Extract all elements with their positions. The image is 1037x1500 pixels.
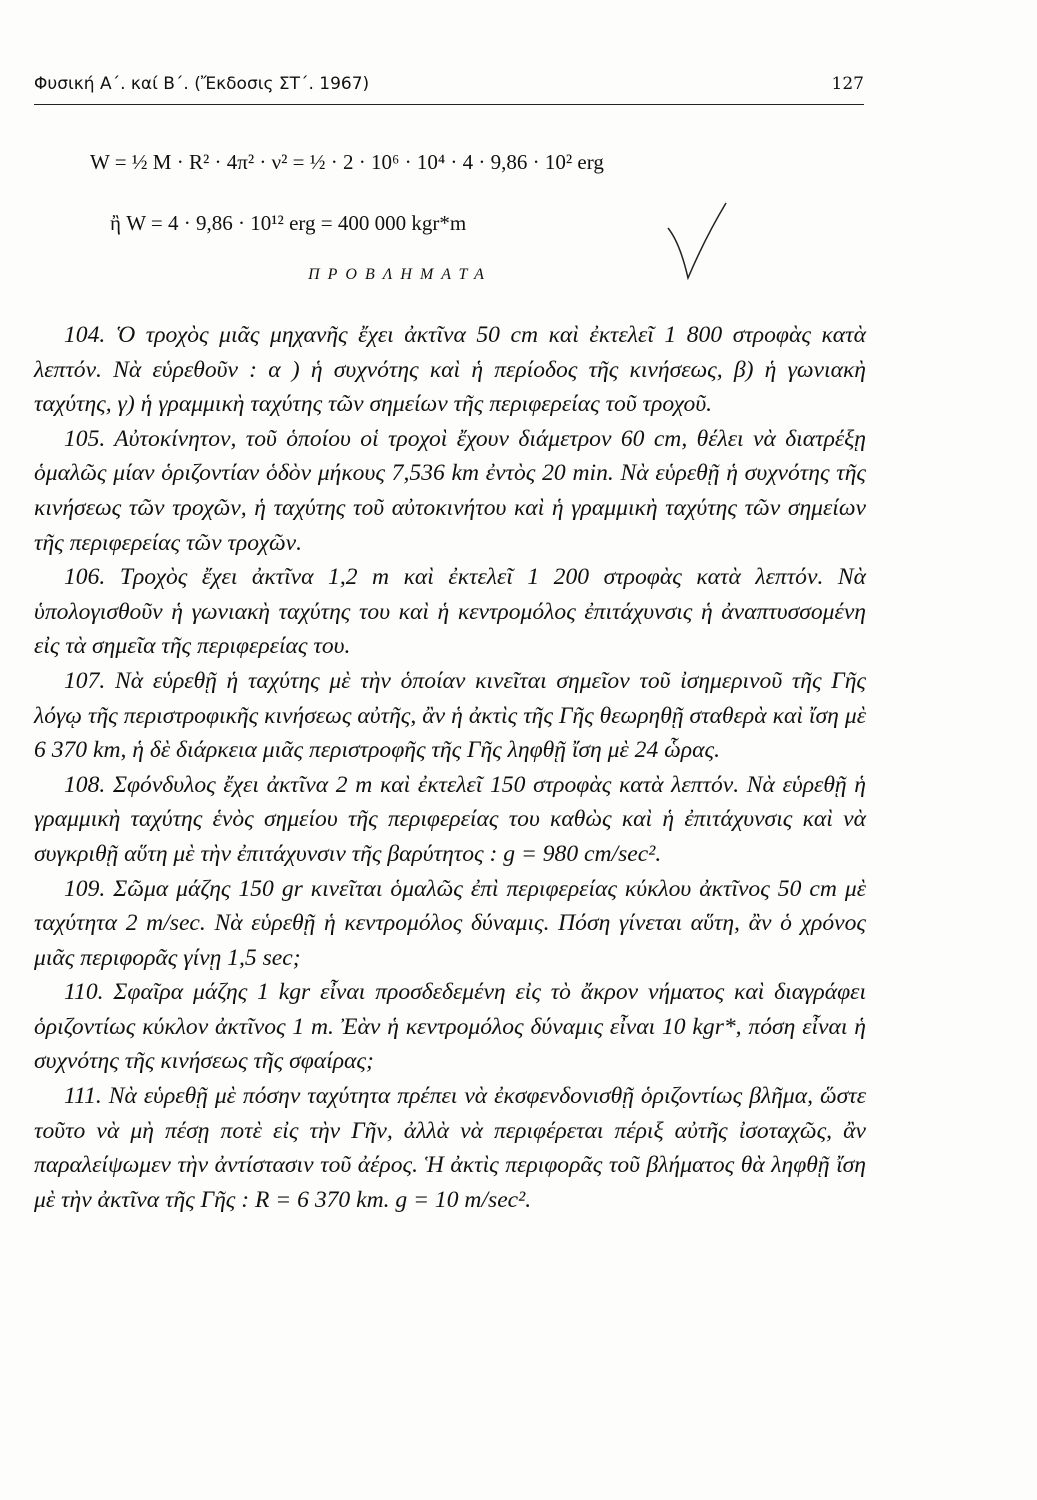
section-heading: ΠΡΟΒΛΗΜΑΤΑ: [308, 266, 492, 283]
problem-text: Νὰ εὑρεθῇ ἡ ταχύτης μὲ τὴν ὁποίαν κινεῖται σημεῖον τοῦ ἰσημερινοῦ τῆς Γῆς λόγῳ τῆς περιστροφικῆς κινήσεως αὐτῆς, ἂν ἡ ἀκτὶς τῆς Γῆς θεωρηθῇ σταθερὰ καὶ ἴση μὲ 6 370 km, ἡ δὲ διάρκεια μιᾶς περιστροφῆς τῆς Γῆς ληφθῇ ἴση μὲ 24 ὧρας.: [34, 667, 866, 764]
problem-list: [34, 318, 866, 1217]
problem-number: 107.: [64, 667, 106, 694]
problem-number: 108.: [64, 771, 106, 798]
problem-110: [34, 975, 866, 1079]
problem-text: Σφόνδυλος ἔχει ἀκτῖνα 2 m καὶ ἐκτελεῖ 150 στροφὰς κατὰ λεπτόν. Νὰ εὑρεθῇ ἡ γραμμικὴ ταχύτης ἑνὸς σημείου τῆς περιφερείας του καθὼς καὶ ἡ ἐπιτάχυνσις καὶ νὰ συγκριθῇ αὕτη μὲ τὴν ἐπιτάχυνσιν τῆς βαρύτητος : g = 980 cm/sec².: [34, 771, 866, 867]
header-rule: [34, 104, 864, 105]
problem-number: 104.: [64, 322, 106, 348]
problem-number: 105.: [64, 425, 106, 452]
problem-text: Τροχὸς ἔχει ἀκτῖνα 1,2 m καὶ ἐκτελεῖ 1 200 στροφὰς κατὰ λεπτόν. Νὰ ὑπολογισθοῦν ἡ γωνιακὴ ταχύτης του καὶ ἡ κεντρομόλος ἐπιτάχυνσις ἡ ἀναπτυσσομένη εἰς τὰ σημεῖα τῆς περιφερείας του.: [34, 564, 866, 660]
problem-text: Νὰ εὑρεθῇ μὲ πόσην ταχύτητα πρέπει νὰ ἐκσφενδονισθῇ ὁριζοντίως βλῆμα, ὥστε τοῦτο νὰ μὴ πέσῃ ποτὲ εἰς τὴν Γῆν, ἀλλὰ νὰ περιφέρεται πέριξ αὐτῆς ἰσοταχῶς, ἂν παραλείψωμεν τὴν ἀντίστασιν τοῦ ἀέρος. Ἡ ἀκτὶς περιφορᾶς τοῦ βλήματος θὰ ληφθῇ ἴση μὲ τὴν ἀκτῖνα τῆς Γῆς : R = 6 370 km. g = 10 m/sec².: [34, 1083, 866, 1213]
problem-number: 106.: [64, 564, 106, 591]
problem-106: [34, 560, 866, 664]
problem-107: [34, 664, 866, 768]
equation-line-1: W = ½ M · R² · 4π² · ν² = ½ · 2 · 10⁶ · 10⁴ · 4 · 9,86 · 10² erg: [90, 150, 604, 174]
problem-108: [34, 768, 866, 872]
problem-111: [34, 1079, 866, 1217]
problem-text: Ὁ τροχὸς μιᾶς μηχανῆς ἔχει ἀκτῖνα 50 cm καὶ ἐκτελεῖ 1 800 στροφὰς κατὰ λεπτόν. Νὰ εὑρεθοῦν : α ) ἡ συχνότης καὶ ἡ περίοδος τῆς κινήσεως, β) ἡ γωνιακὴ ταχύτης, γ) ἡ γραμμικὴ ταχύτης τῶν σημείων τῆς περιφερείας τοῦ τροχοῦ.: [34, 322, 866, 418]
running-title: Φυσική Α΄. καί Β΄. (Ἔκδοσις ΣΤ΄. 1967): [34, 74, 370, 94]
problem-number: 111.: [64, 1083, 102, 1110]
problem-text: Σφαῖρα μάζης 1 kgr εἶναι προσδεδεμένη εἰς τὸ ἄκρον νήματος καὶ διαγράφει ὁριζοντίως κύκλον ἀκτῖνος 1 m. Ἐὰν ἡ κεντρομόλος δύναμις εἶναι 10 kgr*, πόση εἶναι ἡ συχνότης τῆς κινήσεως τῆς σφαίρας;: [34, 979, 866, 1075]
problem-105: [34, 422, 866, 560]
problem-number: 110.: [64, 979, 104, 1006]
problem-109: [34, 872, 866, 976]
problem-text: Αὐτοκίνητον, τοῦ ὁποίου οἱ τροχοὶ ἔχουν διάμετρον 60 cm, θέλει νὰ διατρέξῃ ὁμαλῶς μίαν ὁριζοντίαν ὁδὸν μήκους 7,536 km ἐντὸς 20 min. Νὰ εὑρεθῇ ἡ συχνότης τῆς κινήσεως τῶν τροχῶν, ἡ ταχύτης τοῦ αὐτοκινήτου καὶ ἡ γραμμικὴ ταχύτης τῶν σημείων τῆς περιφερείας τῶν τροχῶν.: [34, 425, 866, 556]
page-number: 127: [831, 74, 864, 94]
problem-number: 109.: [64, 875, 106, 902]
problem-104: [34, 318, 866, 422]
problem-text: Σῶμα μάζης 150 gr κινεῖται ὁμαλῶς ἐπὶ περιφερείας κύκλου ἀκτῖνος 50 cm μὲ ταχύτητα 2 m/sec. Νὰ εὑρεθῇ ἡ κεντρομόλος δύναμις. Πόση γίνεται αὕτη, ἂν ὁ χρόνος μιᾶς περιφορᾶς γίνῃ 1,5 sec;: [34, 875, 866, 971]
equation-line-2: ἢ W = 4 · 9,86 · 10¹² erg = 400 000 kgr*m: [110, 211, 467, 235]
